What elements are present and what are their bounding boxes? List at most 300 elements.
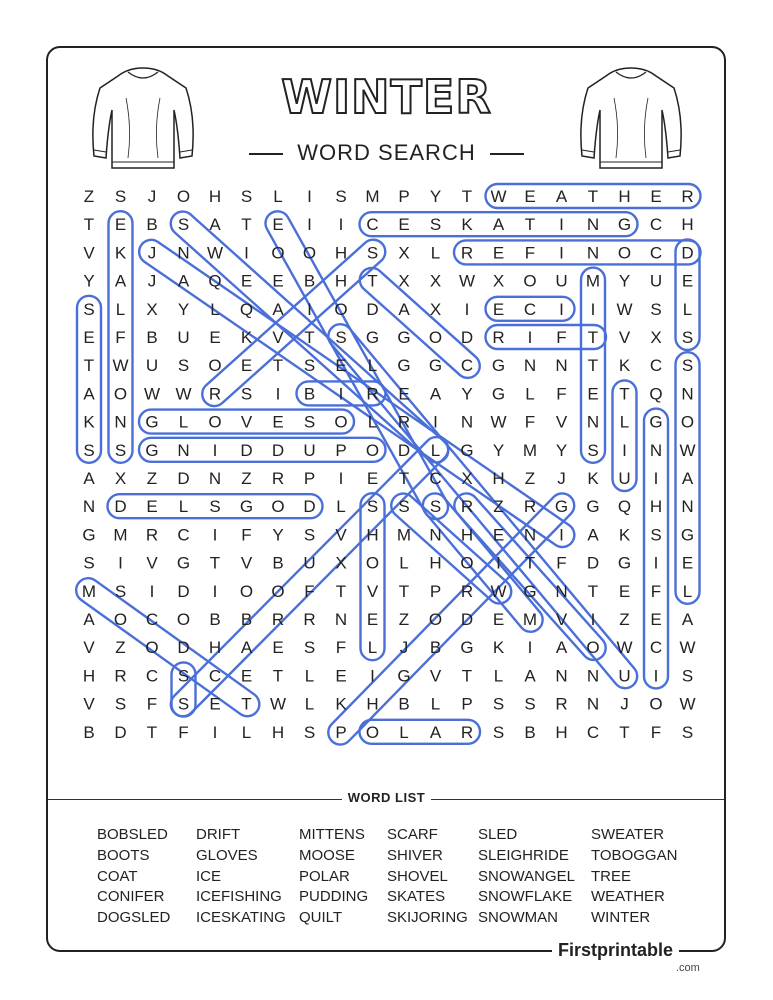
- grid-cell: T: [83, 215, 95, 235]
- grid-cell: Y: [492, 440, 505, 460]
- grid-cell: S: [492, 722, 505, 742]
- grid-cell: G: [586, 497, 600, 517]
- grid-cell: H: [681, 215, 694, 235]
- grid-cell: I: [212, 440, 218, 460]
- grid-cell: G: [523, 581, 537, 601]
- grid-cell: L: [273, 187, 283, 206]
- grid-cell: G: [491, 356, 506, 376]
- grid-cell: O: [428, 610, 443, 629]
- grid-cell: M: [396, 525, 412, 545]
- grid-cell: K: [618, 525, 631, 545]
- grid-cell: V: [618, 328, 631, 347]
- grid-cell: E: [240, 356, 253, 376]
- grid-cell: I: [590, 610, 596, 629]
- grid-cell: S: [587, 440, 599, 460]
- word-list-item: SKIJORING: [387, 909, 468, 927]
- grid-cell: E: [366, 469, 379, 488]
- grid-cell: F: [650, 722, 662, 742]
- grid-cell: O: [176, 187, 191, 206]
- grid-cell: J: [147, 187, 157, 206]
- grid-cell: I: [464, 299, 470, 319]
- grid-cell: H: [492, 469, 505, 488]
- grid-cell: S: [240, 187, 253, 206]
- word-list-column: [478, 825, 575, 929]
- grid-cell: I: [622, 440, 627, 460]
- grid-cell: O: [302, 243, 317, 263]
- grid-cell: H: [271, 722, 285, 742]
- grid-cell: I: [149, 581, 155, 601]
- grid-cell: N: [523, 525, 537, 545]
- word-list-item: GLOVES: [196, 846, 258, 864]
- grid-cell: V: [366, 581, 379, 601]
- grid-cell: R: [366, 384, 379, 404]
- grid-cell: A: [83, 610, 95, 629]
- grid-cell: S: [398, 497, 410, 517]
- grid-cell: A: [177, 271, 190, 291]
- grid-cell: T: [587, 187, 599, 206]
- grid-cell: Y: [429, 187, 442, 206]
- grid-cell: A: [681, 610, 694, 629]
- grid-cell: L: [493, 666, 504, 686]
- grid-cell: Q: [239, 299, 254, 319]
- grid-cell: N: [681, 384, 694, 404]
- grid-cell: W: [679, 694, 696, 714]
- found-word-highlight: [197, 235, 390, 411]
- grid-cell: E: [681, 553, 694, 573]
- grid-cell: R: [114, 666, 127, 686]
- grid-cell: L: [178, 412, 189, 432]
- grid-cell: E: [209, 694, 221, 714]
- grid-cell: B: [303, 384, 316, 404]
- grid-cell: W: [679, 440, 696, 460]
- found-word-highlight: [323, 489, 579, 750]
- word-list-column: [196, 825, 286, 929]
- grid-cell: I: [118, 553, 123, 573]
- grid-cell: S: [429, 497, 442, 517]
- grid-cell: V: [555, 412, 568, 432]
- grid-cell: V: [83, 638, 95, 658]
- word-list-item: MOOSE: [299, 846, 355, 864]
- grid-cell: B: [272, 553, 284, 573]
- grid-cell: I: [212, 722, 218, 742]
- word-list-column: [97, 825, 170, 929]
- grid-cell: M: [113, 525, 128, 545]
- grid-cell: H: [460, 525, 474, 545]
- grid-cell: R: [397, 412, 411, 432]
- grid-cell: E: [650, 187, 662, 206]
- grid-cell: S: [681, 722, 694, 742]
- word-list-item: POLAR: [299, 867, 350, 885]
- grid-cell: H: [555, 722, 568, 742]
- grid-cell: D: [177, 638, 190, 658]
- grid-cell: E: [492, 525, 505, 545]
- grid-cell: C: [145, 666, 159, 686]
- grid-cell: L: [399, 722, 409, 742]
- grid-cell: F: [556, 384, 567, 404]
- grid-cell: U: [177, 328, 190, 347]
- grid-cell: J: [620, 694, 629, 714]
- grid-cell: E: [240, 271, 253, 291]
- grid-cell: W: [616, 638, 633, 658]
- grid-cell: L: [682, 581, 693, 601]
- grid-cell: T: [398, 581, 410, 601]
- grid-cell: N: [586, 694, 600, 714]
- grid-cell: S: [650, 299, 662, 319]
- grid-cell: R: [555, 694, 568, 714]
- grid-cell: T: [587, 581, 599, 601]
- grid-cell: S: [429, 215, 442, 235]
- grid-cell: T: [83, 356, 95, 376]
- grid-cell: Y: [177, 299, 190, 319]
- grid-cell: G: [82, 525, 96, 545]
- grid-cell: R: [460, 243, 474, 263]
- grid-cell: P: [335, 722, 347, 742]
- grid-cell: D: [114, 722, 127, 742]
- grid-cell: I: [244, 243, 249, 263]
- grid-cell: F: [524, 243, 536, 263]
- grid-cell: X: [335, 553, 347, 573]
- grid-cell: O: [617, 243, 632, 263]
- grid-cell: E: [146, 497, 158, 517]
- grid-cell: R: [271, 610, 285, 629]
- grid-cell: G: [617, 215, 632, 235]
- grid-cell: U: [145, 356, 159, 376]
- grid-cell: S: [83, 440, 95, 460]
- grid-cell: O: [365, 440, 380, 460]
- grid-cell: K: [587, 469, 599, 488]
- grid-cell: I: [212, 525, 218, 545]
- letter-layer: [82, 187, 696, 742]
- grid-cell: A: [524, 666, 536, 686]
- grid-cell: L: [619, 412, 630, 432]
- grid-cell: S: [177, 215, 190, 235]
- grid-cell: L: [367, 638, 378, 658]
- grid-cell: I: [275, 384, 281, 404]
- grid-cell: E: [524, 187, 536, 206]
- grid-cell: O: [113, 384, 128, 404]
- grid-cell: A: [681, 469, 694, 488]
- grid-cell: L: [115, 299, 126, 319]
- grid-cell: A: [209, 215, 221, 235]
- grid-cell: L: [682, 299, 693, 319]
- grid-cell: X: [398, 271, 410, 291]
- grid-cell: G: [554, 497, 569, 517]
- grid-cell: K: [492, 638, 505, 658]
- grid-cell: S: [83, 553, 95, 573]
- grid-cell: F: [650, 581, 662, 601]
- found-word-highlight: [71, 573, 264, 720]
- grid-cell: V: [83, 243, 95, 263]
- grid-cell: E: [209, 328, 221, 347]
- found-word-highlight: [139, 438, 386, 462]
- word-list-item: ICEFISHING: [196, 888, 282, 906]
- grid-cell: I: [307, 299, 312, 319]
- grid-cell: L: [241, 722, 252, 742]
- grid-cell: U: [618, 469, 631, 488]
- grid-cell: T: [304, 328, 315, 347]
- grid-cell: G: [491, 384, 506, 404]
- grid-cell: G: [617, 553, 632, 573]
- grid-cell: R: [460, 581, 474, 601]
- word-list-item: PUDDING: [299, 888, 369, 906]
- grid-cell: H: [82, 666, 96, 686]
- grid-cell: A: [429, 722, 442, 742]
- grid-cell: O: [334, 299, 348, 319]
- word-list-column: [387, 825, 468, 929]
- grid-cell: O: [145, 638, 159, 658]
- grid-cell: W: [175, 384, 192, 404]
- grid-cell: Z: [146, 469, 158, 488]
- grid-cell: G: [145, 440, 159, 460]
- grid-cell: A: [587, 525, 599, 545]
- word-list-column: [591, 825, 677, 929]
- grid-cell: H: [366, 525, 379, 545]
- grid-cell: G: [239, 497, 254, 517]
- grid-cell: U: [303, 440, 316, 460]
- grid-cell: W: [269, 694, 287, 714]
- brand-logo: Firstprintable: [552, 940, 679, 961]
- grid-cell: F: [304, 581, 315, 601]
- grid-cell: S: [114, 694, 127, 714]
- grid-cell: K: [114, 243, 127, 263]
- grid-cell: W: [616, 299, 633, 319]
- word-list-item: BOBSLED: [97, 826, 168, 843]
- grid-cell: T: [367, 271, 378, 291]
- grid-cell: V: [146, 553, 158, 573]
- grid-cell: H: [334, 271, 348, 291]
- grid-cell: O: [208, 412, 222, 432]
- grid-cell: A: [429, 384, 442, 404]
- grid-cell: E: [492, 610, 505, 629]
- grid-cell: O: [428, 328, 443, 347]
- grid-cell: S: [114, 440, 127, 460]
- grid-cell: S: [303, 525, 316, 545]
- grid-cell: C: [649, 243, 663, 263]
- grid-cell: H: [334, 243, 348, 263]
- grid-cell: A: [492, 215, 505, 235]
- grid-cell: B: [83, 722, 95, 742]
- grid-cell: M: [522, 440, 538, 460]
- grid-cell: S: [492, 694, 505, 714]
- grid-cell: W: [490, 581, 507, 601]
- grid-cell: L: [399, 553, 409, 573]
- grid-cell: V: [555, 610, 568, 629]
- grid-cell: N: [334, 610, 348, 629]
- grid-cell: P: [461, 694, 473, 714]
- word-list-item: QUILT: [299, 909, 343, 927]
- grid-cell: R: [145, 525, 159, 545]
- grid-cell: O: [271, 243, 285, 263]
- grid-cell: Z: [241, 469, 252, 488]
- grid-cell: A: [83, 384, 95, 404]
- word-list-item: SKATES: [387, 888, 446, 906]
- grid-cell: C: [177, 525, 190, 545]
- grid-cell: J: [557, 469, 566, 488]
- grid-cell: E: [681, 271, 694, 291]
- found-word-highlight: [454, 240, 701, 264]
- grid-cell: S: [303, 638, 316, 658]
- grid-cell: N: [555, 356, 568, 376]
- word-list-item: SNOWFLAKE: [478, 888, 573, 906]
- grid-cell: E: [650, 610, 662, 629]
- grid-cell: O: [271, 581, 285, 601]
- grid-cell: E: [240, 666, 253, 686]
- grid-cell: S: [335, 328, 347, 347]
- grid-cell: N: [460, 412, 474, 432]
- grid-cell: S: [335, 187, 347, 206]
- grid-cell: B: [240, 610, 253, 629]
- grid-cell: A: [555, 638, 568, 658]
- grid-cell: O: [680, 412, 695, 432]
- grid-cell: P: [429, 581, 442, 601]
- grid-cell: X: [114, 469, 127, 488]
- grid-cell: G: [365, 328, 380, 347]
- grid-cell: A: [114, 271, 127, 291]
- grid-cell: R: [681, 187, 694, 206]
- grid-cell: L: [367, 356, 378, 376]
- grid-cell: P: [303, 469, 316, 488]
- grid-cell: R: [460, 497, 474, 517]
- word-list-item: SHOVEL: [387, 867, 448, 885]
- grid-cell: Z: [619, 610, 630, 629]
- grid-cell: N: [586, 243, 600, 263]
- grid-cell: W: [206, 243, 224, 263]
- grid-cell: H: [429, 553, 442, 573]
- grid-cell: G: [397, 328, 411, 347]
- grid-cell: O: [523, 271, 537, 291]
- grid-cell: T: [461, 187, 473, 206]
- grid-cell: D: [586, 553, 600, 573]
- word-list-item: ICESKATING: [196, 909, 286, 927]
- grid-cell: P: [335, 440, 347, 460]
- grid-cell: S: [366, 497, 379, 517]
- grid-cell: O: [365, 722, 380, 742]
- word-list-item: SHIVER: [387, 846, 443, 864]
- grid-cell: C: [649, 356, 663, 376]
- grid-cell: S: [366, 243, 379, 263]
- grid-cell: X: [461, 469, 473, 488]
- grid-cell: Z: [524, 469, 536, 488]
- grid-cell: O: [239, 581, 254, 601]
- grid-cell: C: [523, 299, 537, 319]
- grid-cell: G: [460, 638, 474, 658]
- grid-cell: T: [209, 553, 221, 573]
- grid-cell: N: [586, 215, 600, 235]
- grid-cell: Z: [83, 187, 95, 206]
- grid-cell: O: [208, 356, 222, 376]
- grid-cell: D: [303, 497, 316, 517]
- grid-cell: I: [212, 581, 218, 601]
- grid-cell: W: [112, 356, 129, 376]
- grid-cell: I: [527, 328, 533, 347]
- grid-cell: Y: [618, 271, 631, 291]
- grid-cell: T: [524, 553, 536, 573]
- puzzle-title: WINTER: [281, 70, 492, 124]
- grid-cell: E: [272, 271, 284, 291]
- grid-cell: B: [146, 215, 158, 235]
- grid-cell: T: [272, 666, 284, 686]
- word-list-item: MITTENS: [299, 826, 365, 843]
- grid-cell: E: [618, 581, 631, 601]
- grid-cell: J: [399, 638, 409, 658]
- grid-cell: Q: [617, 497, 632, 517]
- grid-cell: E: [83, 328, 95, 347]
- grid-cell: K: [83, 412, 95, 432]
- grid-cell: F: [556, 553, 567, 573]
- grid-cell: T: [461, 666, 473, 686]
- word-list-item: BOOTS: [97, 846, 150, 864]
- grid-cell: E: [272, 412, 284, 432]
- grid-cell: C: [145, 610, 159, 629]
- grid-cell: O: [176, 610, 191, 629]
- grid-cell: I: [559, 243, 564, 263]
- grid-cell: L: [430, 243, 441, 263]
- grid-cell: S: [177, 666, 190, 686]
- grid-cell: U: [303, 553, 316, 573]
- grid-cell: F: [335, 638, 347, 658]
- grid-cell: F: [146, 694, 158, 714]
- grid-cell: E: [114, 215, 127, 235]
- grid-cell: T: [241, 215, 252, 235]
- grid-cell: I: [307, 215, 312, 235]
- grid-cell: Z: [398, 610, 410, 629]
- grid-cell: V: [272, 328, 284, 347]
- grid-cell: I: [559, 215, 564, 235]
- grid-cell: T: [272, 356, 284, 376]
- grid-cell: S: [240, 384, 253, 404]
- grid-cell: S: [83, 299, 95, 319]
- grid-cell: J: [147, 243, 157, 263]
- grid-cell: C: [208, 666, 222, 686]
- grid-cell: O: [649, 694, 663, 714]
- grid-cell: G: [428, 356, 443, 376]
- grid-cell: B: [146, 328, 158, 347]
- grid-cell: T: [619, 722, 630, 742]
- word-list-item: SLEIGHRIDE: [478, 846, 569, 864]
- grid-cell: C: [429, 469, 442, 488]
- grid-cell: T: [335, 581, 347, 601]
- grid-cell: B: [524, 722, 536, 742]
- grid-cell: O: [586, 638, 600, 658]
- grid-cell: S: [681, 356, 694, 376]
- subtitle-text: WORD SEARCH: [297, 140, 476, 165]
- grid-cell: I: [653, 553, 659, 573]
- grid-cell: H: [618, 187, 631, 206]
- grid-cell: S: [177, 694, 190, 714]
- grid-cell: E: [335, 666, 347, 686]
- grid-cell: X: [492, 271, 505, 291]
- grid-cell: G: [649, 412, 663, 432]
- grid-cell: I: [590, 299, 596, 319]
- grid-cell: T: [587, 328, 599, 347]
- grid-cell: N: [177, 440, 190, 460]
- grid-cell: S: [650, 525, 662, 545]
- grid-cell: N: [177, 243, 190, 263]
- grid-cell: A: [272, 299, 284, 319]
- word-list-item: SWEATER: [591, 826, 665, 843]
- grid-cell: O: [271, 497, 285, 517]
- grid-cell: G: [680, 525, 695, 545]
- grid-cell: M: [81, 581, 97, 601]
- grid-cell: Q: [208, 271, 222, 291]
- grid-cell: I: [653, 469, 659, 488]
- grid-cell: T: [398, 469, 410, 488]
- grid-cell: L: [178, 497, 189, 517]
- grid-cell: S: [303, 722, 316, 742]
- grid-cell: A: [555, 187, 568, 206]
- grid-cell: V: [335, 525, 347, 545]
- grid-cell: E: [366, 610, 379, 629]
